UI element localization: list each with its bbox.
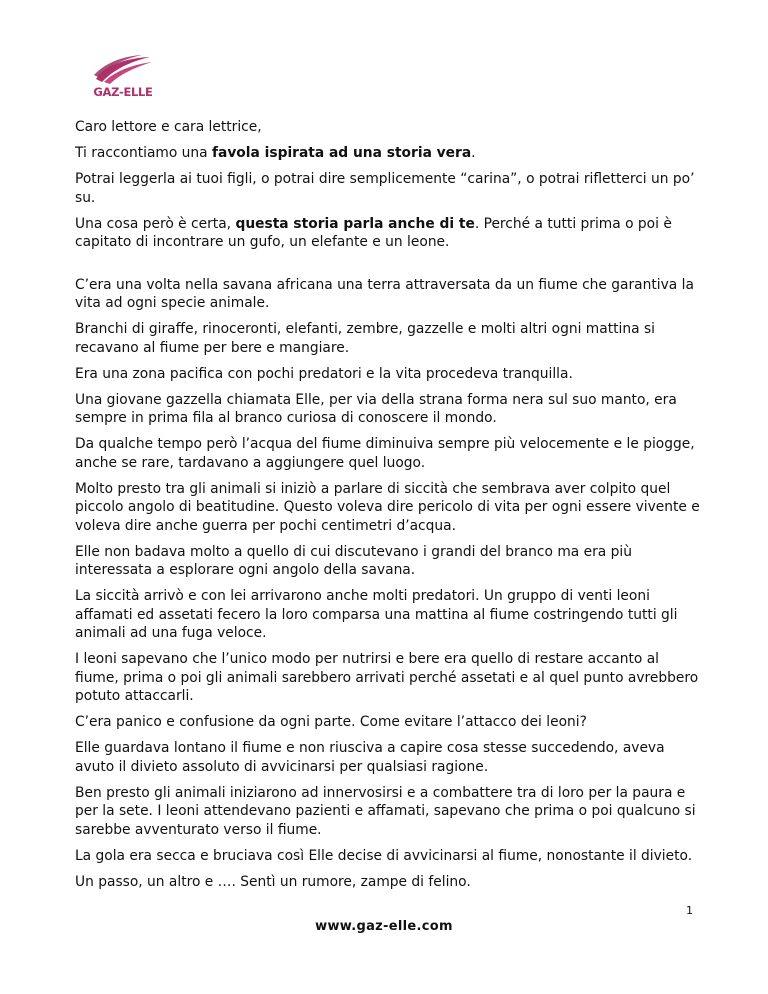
story-paragraph: C’era panico e confusione da ogni parte. Come evitare l’attacco dei leoni?	[75, 714, 587, 730]
story-paragraph: Branchi di giraffe, rinoceronti, elefanti, zembre, gazzelle e molti altri ogni mattina si recavano al fiume per bere e mangiare.	[75, 321, 655, 356]
letter-body	[75, 118, 700, 899]
intro-paragraph-2: Potrai leggerla ai tuoi figli, o potrai dire semplicemente “carina”, o potrai rifletterci un po’ su.	[75, 171, 695, 206]
bold-phrase: questa storia parla anche di te	[235, 215, 475, 232]
story-paragraph: C’era una volta nella savana africana una terra attraversata da un fiume che garantiva la vita ad ogni specie animale.	[75, 276, 694, 311]
story-paragraph: Molto presto tra gli animali si iniziò a parlare di siccità che sembrava aver colpito quel piccolo angolo di beatitudine. Questo voleva dire pericolo di vita per ogni essere vivente e voleva dire anche guerra per pochi centimetri d’acqua.	[75, 480, 700, 534]
page-number: 1	[686, 904, 693, 917]
intro-paragraph-1: Ti raccontiamo una favola ispirata ad una storia vera.	[75, 145, 476, 161]
greeting: Caro lettore e cara lettrice,	[75, 119, 262, 135]
story-paragraph: Elle non badava molto a quello di cui discutevano i grandi del branco ma era più interessata a esplorare ogni angolo della savana.	[75, 543, 632, 578]
gaz-elle-logo	[92, 55, 188, 105]
swoosh-icon	[92, 55, 154, 85]
footer-url[interactable]: www.gaz-elle.com	[315, 919, 453, 934]
story-paragraph: La gola era secca e bruciava così Elle decise di avvicinarsi al fiume, nonostante il divieto.	[75, 847, 693, 864]
story-paragraph: I leoni sapevano che l’unico modo per nutrirsi e bere era quello di restare accanto al fiume, prima o poi gli animali sarebbero arrivati perché assetati e al quel punto avrebbero potuto attaccarli.	[75, 651, 699, 704]
intro-paragraph-3: Una cosa però è certa, questa storia parla anche di te. Perché a tutti prima o poi è capitato di incontrare un gufo, un elefante e un leone.	[75, 215, 672, 250]
logo-text: GAZ-ELLE	[93, 85, 153, 99]
story-paragraph: Elle guardava lontano il fiume e non riusciva a capire cosa stesse succedendo, aveva avuto il divieto assoluto di avvicinarsi per qualsiasi ragione.	[75, 740, 665, 775]
story-paragraph: Una giovane gazzella chiamata Elle, per via della strana forma nera sul suo manto, era sempre in prima fila al branco curiosa di conoscere il mondo.	[75, 391, 677, 426]
story-paragraph: La siccità arrivò e con lei arrivarono anche molti predatori. Un gruppo di venti leoni affamati ed assetati fecero la loro comparsa una mattina al fiume costringendo tutti gli animali ad una fuga veloce.	[75, 588, 678, 641]
story-paragraph: Ben presto gli animali iniziarono ad innervosirsi e a combattere tra di loro per la paura e per la sete. I leoni attendevano pazienti e affamati, sapevano che prima o poi qualcuno si sarebbe avventurato verso il fiume.	[75, 784, 696, 838]
bold-phrase: favola ispirata ad una storia vera	[212, 145, 472, 161]
story-paragraph: Un passo, un altro e …. Sentì un rumore, zampe di felino.	[75, 873, 471, 890]
story-paragraph: Da qualche tempo però l’acqua del fiume diminuiva sempre più velocemente e le piogge, anche se rare, tardavano a aggiungere quel luogo.	[75, 436, 695, 471]
story-paragraph: Era una zona pacifica con pochi predatori e la vita procedeva tranquilla.	[75, 365, 573, 382]
